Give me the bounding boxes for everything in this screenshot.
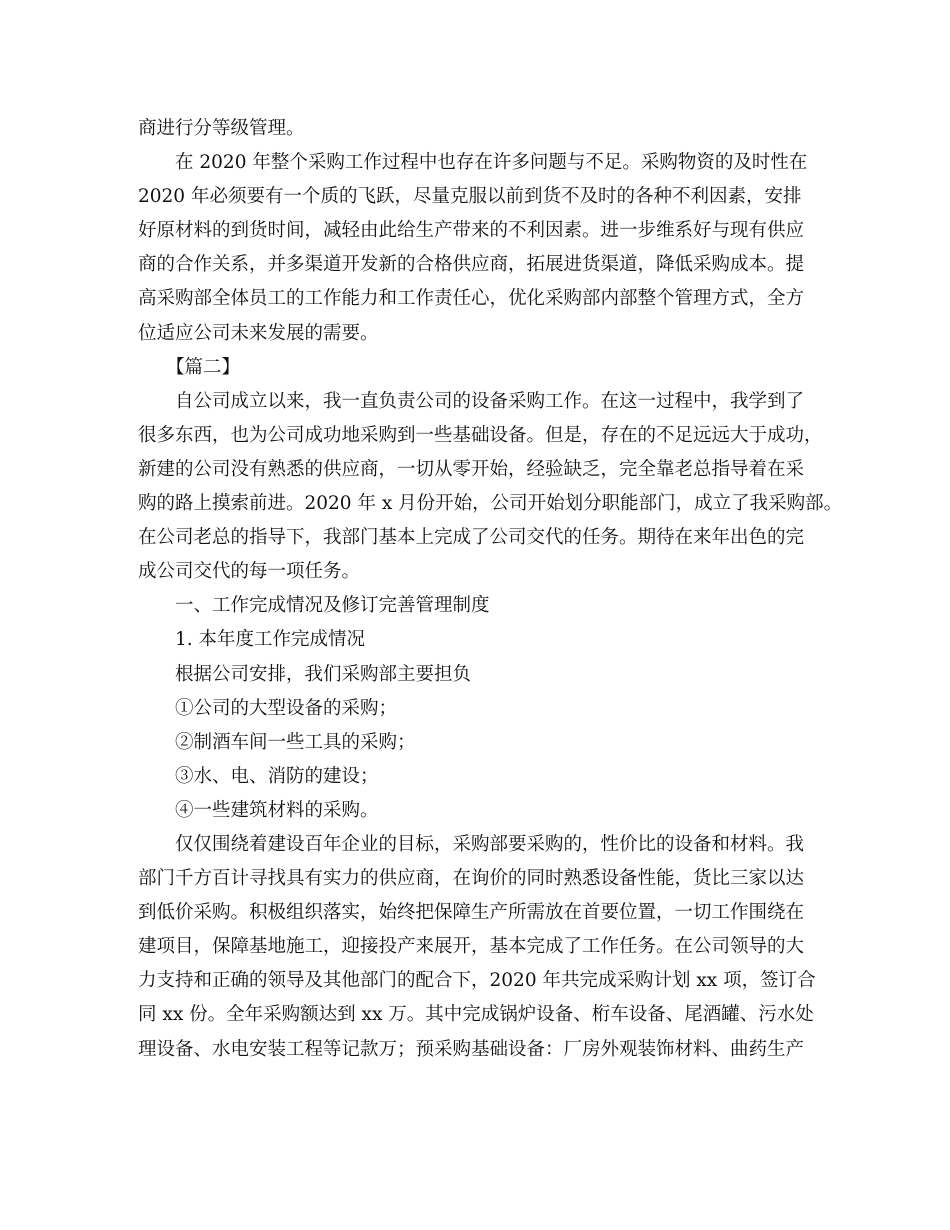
text-line: 力支持和正确的领导及其他部门的配合下，2020 年共完成采购计划 xx 项，签订合 [138, 970, 816, 992]
list-item: ②制酒车间一些工具的采购； [175, 731, 416, 753]
text-line: 自公司成立以来，我一直负责公司的设备采购工作。在这一过程中，我学到了 [175, 390, 805, 412]
text-line: 2020 年必须要有一个质的飞跃，尽量克服以前到货不及时的各种不利因素，安排 [138, 186, 802, 208]
text-line: 高采购部全体员工的工作能力和工作责任心，优化采购部内部整个管理方式，全方 [138, 288, 805, 310]
text-line: 在 2020 年整个采购工作过程中也存在许多问题与不足。采购物资的及时性在 [175, 152, 808, 174]
text-line: 成公司交代的每一项任务。 [138, 561, 361, 583]
text-line: 建项目，保障基地施工，迎接投产来展开，基本完成了工作任务。在公司领导的大 [138, 936, 805, 958]
text-line: 新建的公司没有熟悉的供应商，一切从零开始，经验缺乏，完全靠老总指导着在采 [138, 458, 805, 480]
text-line: 购的路上摸索前进。2020 年 x 月份开始，公司开始划分职能部门，成立了我采购部。 [138, 493, 843, 515]
text-line: 同 xx 份。全年采购额达到 xx 万。其中完成锅炉设备、桁车设备、尾酒罐、污水处 [138, 1004, 814, 1026]
text-line: 一、工作完成情况及修订完善管理制度 [175, 595, 490, 617]
document-page [138, 112, 843, 1067]
text-line: 在公司老总的指导下，我部门基本上完成了公司交代的任务。期待在来年出色的完 [138, 527, 805, 549]
list-item: ①公司的大型设备的采购； [175, 697, 398, 719]
text-line: 很多东西，也为公司成功地采购到一些基础设备。但是，存在的不足远远大于成功， [138, 424, 823, 446]
list-item: ④一些建筑材料的采购。 [175, 799, 379, 821]
list-item: ③水、电、消防的建设； [175, 765, 379, 787]
text-line: 位适应公司未来发展的需要。 [138, 322, 379, 344]
text-line: 1. 本年度工作完成情况 [175, 629, 366, 651]
text-line: 到低价采购。积极组织落实，始终把保障生产所需放在首要位置，一切工作围绕在 [138, 902, 805, 924]
text-line: 好原材料的到货时间，减轻由此给生产带来的不利因素。进一步维系好与现有供应 [138, 220, 805, 242]
text-line: 商的合作关系，并多渠道开发新的合格供应商，拓展进货渠道，降低采购成本。提 [138, 254, 805, 276]
text-line: 理设备、水电安装工程等记款万；预采购基础设备：厂房外观装饰材料、曲药生产 [138, 1038, 805, 1060]
text-line: 仅仅围绕着建设百年企业的目标，采购部要采购的，性价比的设备和材料。我 [175, 833, 805, 855]
text-line: 部门千方百计寻找具有实力的供应商，在询价的同时熟悉设备性能，货比三家以达 [138, 868, 805, 890]
text-line: 根据公司安排，我们采购部主要担负 [175, 663, 472, 685]
section-heading: 【篇二】 [166, 356, 241, 378]
text-line: 商进行分等级管理。 [138, 118, 305, 139]
